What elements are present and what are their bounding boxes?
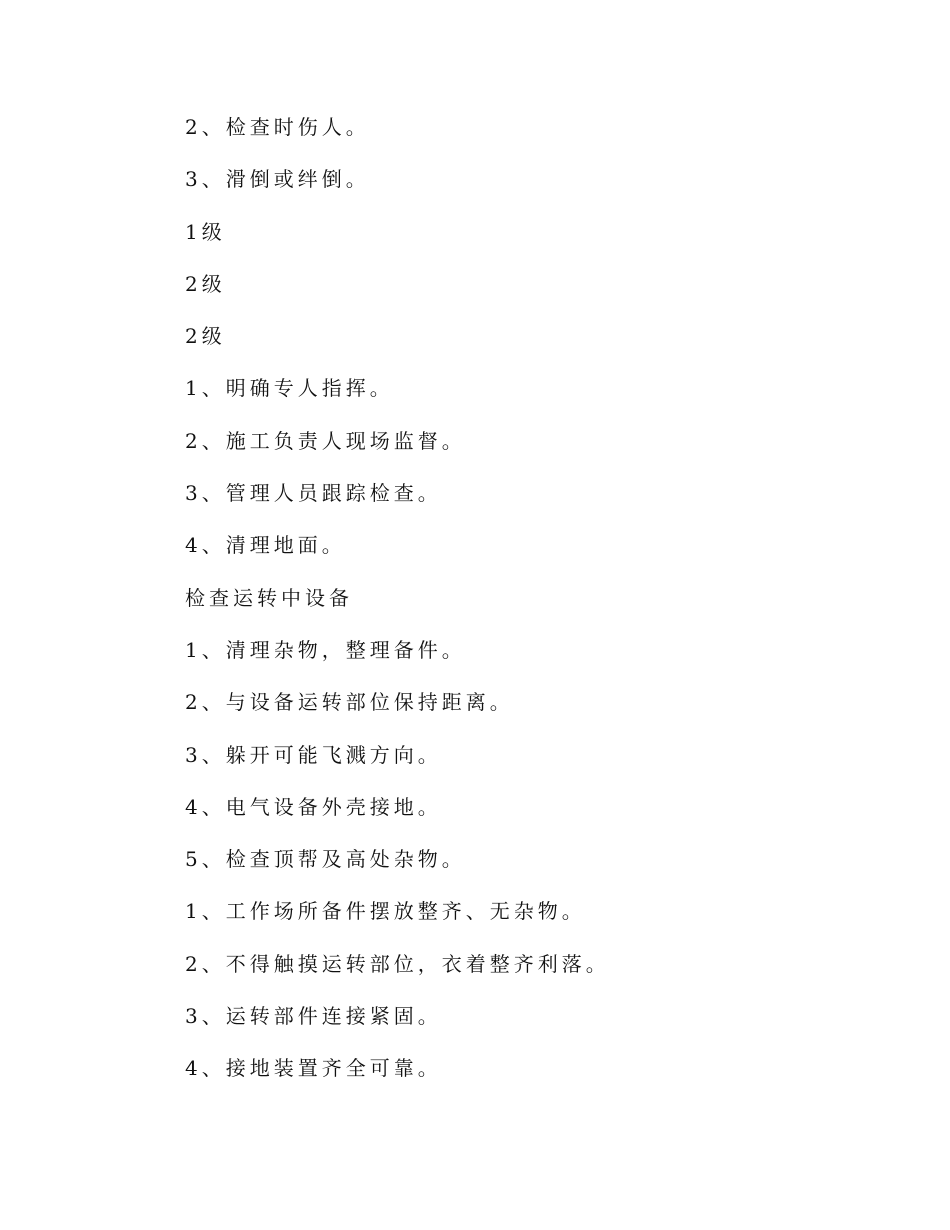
text-line: 2、检查时伤人。 [185, 115, 370, 139]
text-line: 3、躲开可能飞溅方向。 [185, 742, 442, 767]
text-line: 2、与设备运转部位保持距离。 [185, 690, 514, 715]
text-line: 1、清理杂物，整理备件。 [185, 637, 466, 662]
text-line: 3、滑倒或绊倒。 [185, 167, 370, 192]
document-body [185, 112, 610, 1106]
text-line: 5、检查顶帮及高处杂物。 [185, 847, 466, 872]
text-line: 4、清理地面。 [185, 533, 346, 558]
text-line: 4、电气设备外壳接地。 [185, 794, 442, 819]
text-line: 3、运转部件连接紧固。 [185, 1004, 442, 1029]
text-line: 1、工作场所备件摆放整齐、无杂物。 [185, 899, 586, 924]
text-line: 2、不得触摸运转部位，衣着整齐利落。 [185, 951, 610, 976]
text-line: 2级 [185, 324, 226, 349]
text-line: 4、接地装置齐全可靠。 [185, 1056, 442, 1081]
section-heading: 检查运转中设备 [185, 585, 353, 610]
text-line: 2级 [185, 271, 226, 296]
text-line: 1、明确专人指挥。 [185, 376, 394, 401]
text-line: 1级 [185, 219, 226, 244]
text-line: 3、管理人员跟踪检查。 [185, 481, 442, 506]
text-line: 2、施工负责人现场监督。 [185, 428, 466, 453]
